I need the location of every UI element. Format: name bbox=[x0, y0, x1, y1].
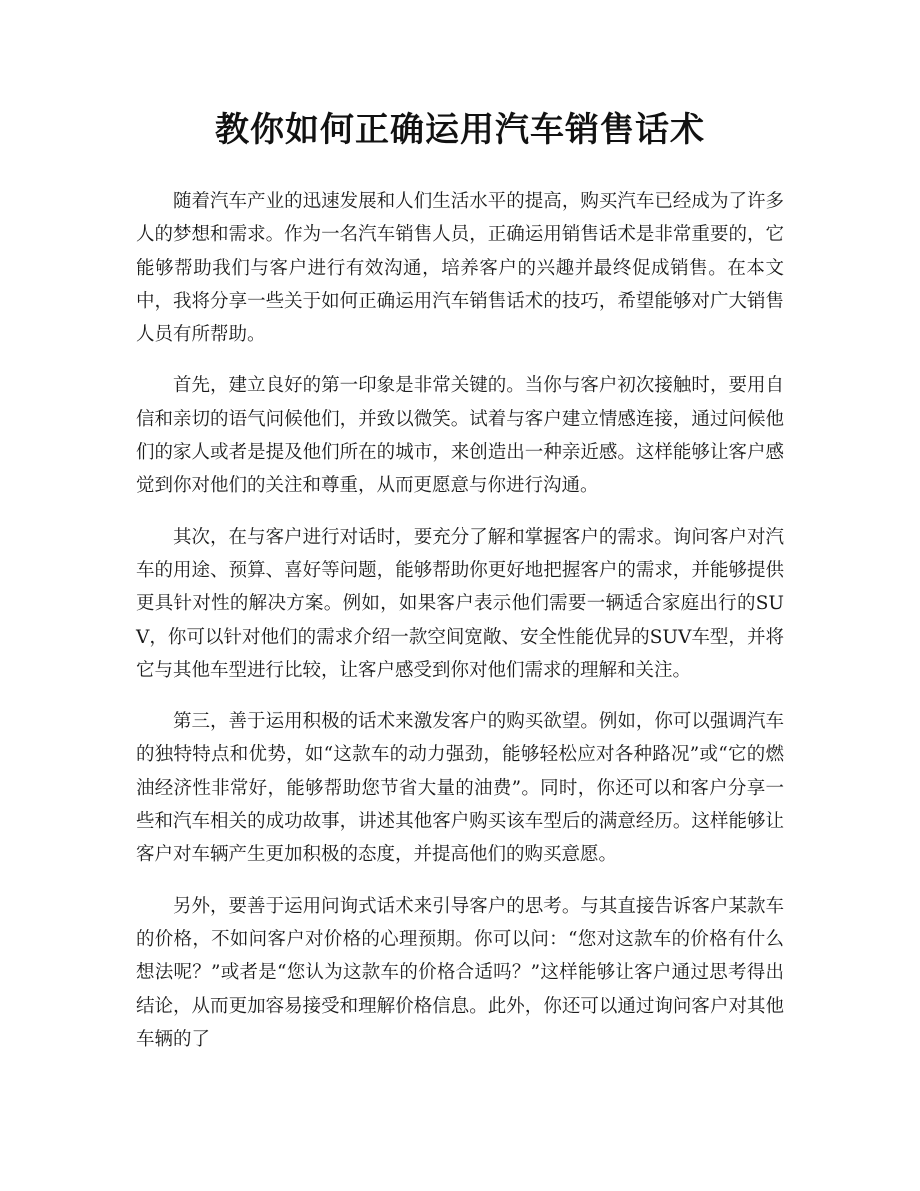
paragraph-3: 其次，在与客户进行对话时，要充分了解和掌握客户的需求。询问客户对汽车的用途、预算、喜好等问题，能够帮助你更好地把握客户的需求，并能够提供更具针对性的解决方案。例如，如果客户表示他们需要一辆适合家庭出行的SUV，你可以针对他们的需求介绍一款空间宽敞、安全性能优异的SUV车型，并将它与其他车型进行比较，让客户感受到你对他们需求的理解和关注。 bbox=[136, 526, 784, 681]
document-body bbox=[136, 185, 784, 1074]
paragraph-5: 另外，要善于运用问询式话术来引导客户的思考。与其直接告诉客户某款车的价格，不如问客户对价格的心理预期。你可以问：“您对这款车的价格有什么想法呢？”或者是“您认为这款车的价格合适吗？”这样能够让客户通过思考得出结论，从而更加容易接受和理解价格信息。此外，你还可以通过询问客户对其他车辆的了 bbox=[136, 895, 784, 1050]
document-title: 教你如何正确运用汽车销售话术 bbox=[215, 110, 705, 150]
paragraph-4: 第三，善于运用积极的话术来激发客户的购买欲望。例如，你可以强调汽车的独特特点和优势，如“这款车的动力强劲，能够轻松应对各种路况”或“它的燃油经济性非常好，能够帮助您节省大量的油费”。同时，你还可以和客户分享一些和汽车相关的成功故事，讲述其他客户购买该车型后的满意经历。这样能够让客户对车辆产生更加积极的态度，并提高他们的购买意愿。 bbox=[136, 711, 784, 866]
paragraph-1: 随着汽车产业的迅速发展和人们生活水平的提高，购买汽车已经成为了许多人的梦想和需求。作为一名汽车销售人员，正确运用销售话术是非常重要的，它能够帮助我们与客户进行有效沟通，培养客户的兴趣并最终促成销售。在本文中，我将分享一些关于如何正确运用汽车销售话术的技巧，希望能够对广大销售人员有所帮助。 bbox=[136, 191, 784, 346]
paragraph-2: 首先，建立良好的第一印象是非常关键的。当你与客户初次接触时，要用自信和亲切的语气问候他们，并致以微笑。试着与客户建立情感连接，通过问候他们的家人或者是提及他们所在的城市，来创造出一种亲近感。这样能够让客户感觉到你对他们的关注和尊重，从而更愿意与你进行沟通。 bbox=[136, 375, 784, 497]
